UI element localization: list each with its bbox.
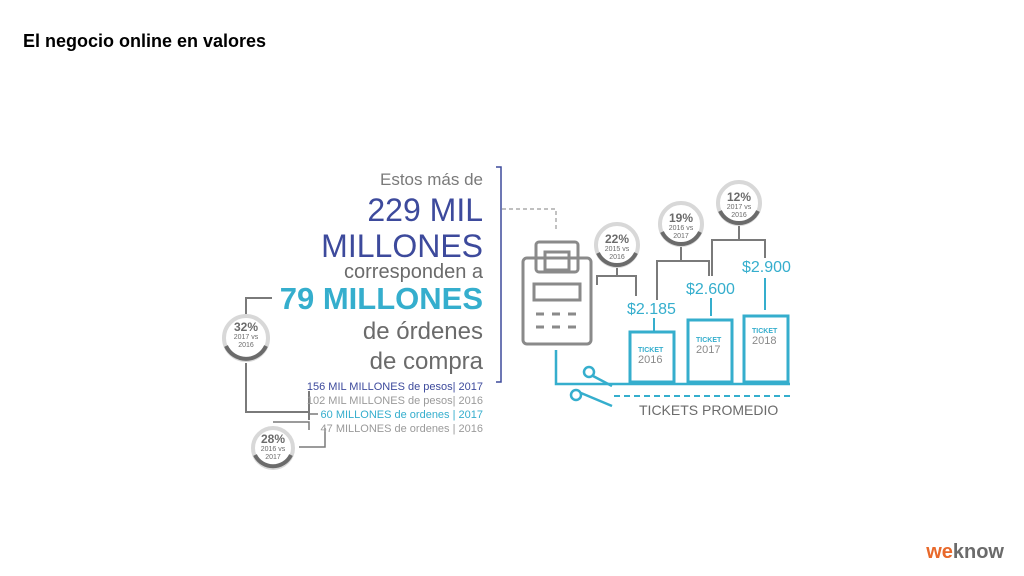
ticket-price-2016: $2.185 — [627, 301, 676, 318]
ticket-label-2017: TICKET 2017 — [696, 337, 722, 356]
headline-connector: corresponden a — [344, 261, 483, 283]
stat-line: 60 MILLONES de ordenes | 2017 — [320, 409, 483, 421]
growth-badge-2016: 19% 2016 vs 2017 — [668, 211, 694, 240]
stat-line: 102 MIL MILLONES de pesos| 2016 — [306, 395, 483, 407]
tickets-caption: TICKETS PROMEDIO — [639, 402, 779, 418]
headline-bracket — [496, 167, 501, 382]
growth-badge-pesos: 32% 2017 vs 2016 — [233, 320, 259, 349]
growth-badge-2015: 22% 2015 vs 2016 — [604, 232, 630, 261]
stat-line: 156 MIL MILLONES de pesos| 2017 — [306, 381, 483, 393]
orders-value: 79 MILLONES — [279, 281, 483, 316]
headline-intro: Estos más de — [380, 170, 483, 189]
growth-badge-orders: 28% 2016 vs 2017 — [260, 432, 286, 461]
ticket-label-2016: TICKET 2016 — [638, 347, 664, 366]
growth-badge-2017: 12% 2017 vs 2016 — [726, 190, 752, 219]
total-value-line1: 229 MIL — [367, 192, 483, 228]
pesos-connector-bottom — [246, 363, 309, 412]
cash-register-icon — [523, 242, 591, 344]
weknow-logo: weknow — [926, 541, 1004, 563]
page-title: El negocio online en valores — [23, 31, 267, 51]
ticket-label-2018: TICKET 2018 — [752, 328, 778, 347]
scissors-icon — [571, 367, 612, 406]
orders-line2: de compra — [369, 348, 483, 375]
dashed-connector — [502, 209, 556, 230]
ticket-2018 — [744, 316, 788, 382]
total-value-line2: MILLONES — [321, 228, 483, 264]
ticket-price-2017: $2.600 — [686, 281, 735, 298]
orders-line1: de órdenes — [362, 318, 483, 345]
ticket-price-2018: $2.900 — [742, 259, 791, 276]
pesos-connector-top — [246, 298, 272, 314]
stat-line: 47 MILLONES de ordenes | 2016 — [320, 423, 483, 435]
